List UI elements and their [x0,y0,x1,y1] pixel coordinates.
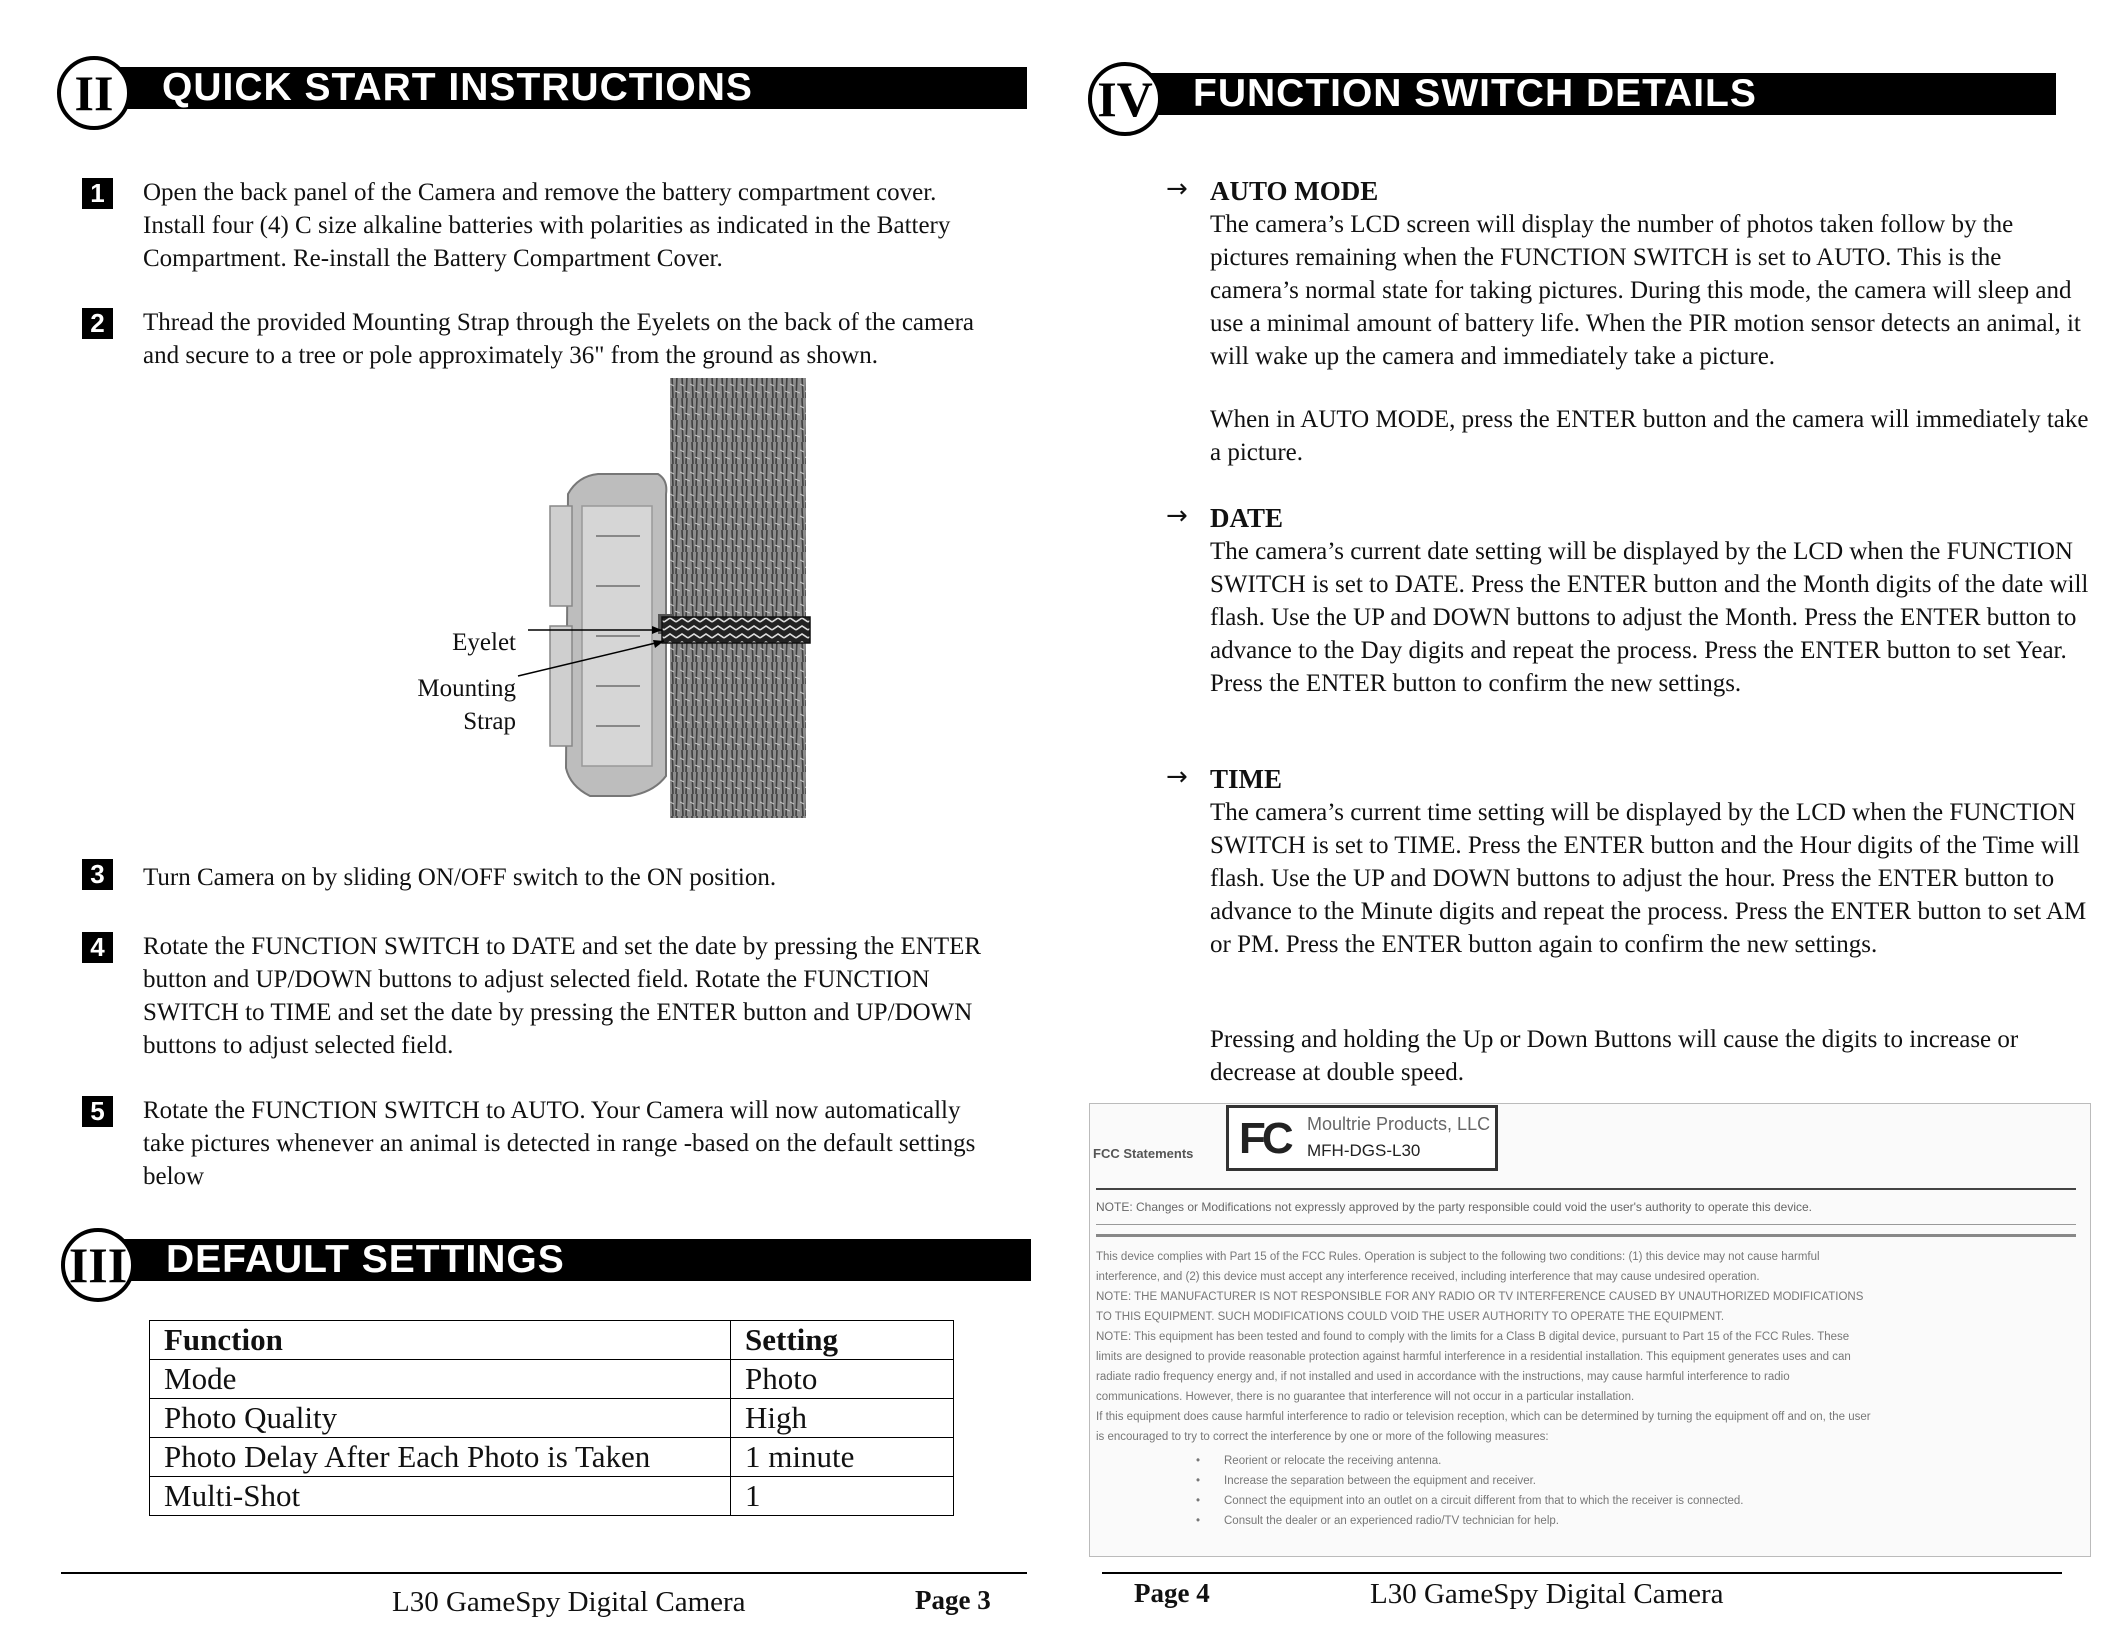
fcc-line: is encouraged to try to correct the interference by one or more of the following measures: [1096,1431,1549,1443]
footer-title: L30 GameSpy Digital Camera [1370,1578,1724,1610]
arrow-right-icon: → [1166,174,1188,204]
fcc-line: radiate radio frequency energy and, if not installed and used in accordance with the instructions, may cause harmful interference to radio [1096,1371,1790,1383]
fcc-line: This device complies with Part 15 of the FCC Rules. Operation is subject to the following two conditions: (1) this device may not cause harmful [1096,1251,1820,1263]
fcc-model: MFH-DGS-L30 [1307,1141,1421,1160]
step-number: 3 [82,859,113,890]
step-text: Turn Camera on by sliding ON/OFF switch to the ON position. [143,864,777,891]
tree-camera-drawing [400,376,820,821]
table-cell: Photo Quality [150,1399,731,1438]
fcc-logo-box [1226,1105,1498,1171]
mounting-label: Mounting [417,675,516,702]
section-numeral: III [61,1228,135,1302]
function-heading: AUTO MODE [1210,176,1379,206]
fcc-line: limits are designed to provide reasonable protection against harmful interference in a residential installation. This equipment generates uses and can [1096,1351,1851,1363]
function-note: When in AUTO MODE, press the ENTER button and the camera will immediately take a picture. [1210,406,2089,466]
step-text: Open the back panel of the Camera and remove the battery compartment cover. Install four (4) C size alkaline batteries with polarities as indicated in the Battery Compartment. Re-install the Battery Compartment Cover. [143,179,951,272]
fcc-logo: FC [1239,1114,1290,1163]
strap-label: Strap [463,708,516,735]
section-header-quick-start [57,56,1027,121]
function-description: The camera’s current time setting will be displayed by the LCD when the FUNCTION SWITCH is set to TIME. Press the ENTER button and the Hour digits of the Time will flash. Use the UP and DOWN buttons to adjust the hour. Press the ENTER button to advance to the Minute digits and repeat the process. Press the ENTER button to set AM or PM. Press the ENTER button again to confirm the new settings. [1210,799,2087,958]
fcc-bullet-list [1196,1451,2076,1531]
column-header: Setting [731,1321,954,1360]
table-cell: Mode [150,1360,731,1399]
section-title: FUNCTION SWITCH DETAILS [1128,73,2056,115]
section-title: QUICK START INSTRUCTIONS [97,67,1027,109]
table-row [150,1399,954,1438]
footer-rule [1102,1572,2062,1574]
table-cell: 1 minute [731,1438,954,1477]
table-cell: 1 [731,1477,954,1516]
tree-trunk [670,378,806,818]
page-number: Page 3 [915,1585,991,1615]
section-numeral: IV [1088,62,1162,136]
fcc-bullet: • Reorient or relocate the receiving antenna. [1196,1451,2076,1471]
mounting-strap [662,617,810,643]
page-number: Page 4 [1134,1578,1210,1608]
column-header: Function [150,1321,731,1360]
table-header-row [150,1321,954,1360]
right-page [1056,0,2112,1632]
section-header-function-switch [1088,62,2056,127]
step-number: 2 [82,308,113,339]
section-title: DEFAULT SETTINGS [101,1239,1031,1281]
fcc-statement-box [1089,1103,2091,1557]
table-cell: Photo Delay After Each Photo is Taken [150,1438,731,1477]
fcc-body [1096,1234,2076,1557]
function-heading: TIME [1210,764,1283,794]
fcc-note: NOTE: Changes or Modifications not expressly approved by the party responsible could void the user's authority to operate this device. [1096,1188,2076,1225]
footer-rule [61,1572,1027,1574]
step-text: Thread the provided Mounting Strap through the Eyelets on the back of the camera and secure to a tree or pole approximately 36" from the ground as shown. [143,309,974,369]
fcc-bullet: • Consult the dealer or an experienced radio/TV technician for help. [1196,1511,2076,1531]
function-description: The camera’s current date setting will be displayed by the LCD when the FUNCTION SWITCH is set to DATE. Press the ENTER button and the Month digits of the date will flash. Use the UP and DOWN buttons to adjust the Month. Press the ENTER button to advance to the Day digits and repeat the process. Press the ENTER button to set Year. Press the ENTER button to confirm the new settings. [1210,538,2089,697]
fcc-company: Moultrie Products, LLC [1307,1114,1491,1134]
step-number: 4 [82,932,113,963]
fcc-line: NOTE: This equipment has been tested and found to comply with the limits for a Class B digital device, pursuant to Part 15 of the FCC Rules. These [1096,1331,1850,1343]
fcc-line: communications. However, there is no guarantee that interference will not occur in a particular installation. [1096,1391,1635,1403]
footer-title: L30 GameSpy Digital Camera [392,1586,746,1618]
fcc-line: NOTE: THE MANUFACTURER IS NOT RESPONSIBLE FOR ANY RADIO OR TV INTERFERENCE CAUSED BY UNAUTHORIZED MODIFICATIONS [1096,1291,1864,1303]
fcc-line: TO THIS EQUIPMENT. SUCH MODIFICATIONS COULD VOID THE USER AUTHORITY TO OPERATE THE EQUIPMENT. [1096,1311,1725,1323]
table-cell: Photo [731,1360,954,1399]
step-number: 5 [82,1096,113,1127]
fcc-bullet: • Connect the equipment into an outlet on a circuit different from that to which the receiver is connected. [1196,1491,2076,1511]
fcc-bullet: • Increase the separation between the equipment and receiver. [1196,1471,2076,1491]
table-cell: Multi-Shot [150,1477,731,1516]
table-row [150,1477,954,1516]
function-note: Pressing and holding the Up or Down Buttons will cause the digits to increase or decrease at double speed. [1210,1026,2019,1086]
fcc-line: If this equipment does cause harmful interference to radio or television reception, which can be determined by turning the equipment off and on, the user [1096,1411,1871,1423]
section-header-default-settings [61,1228,1031,1293]
table-cell: High [731,1399,954,1438]
eyelet-label: Eyelet [452,629,516,656]
function-heading: DATE [1210,503,1284,533]
fcc-line: interference, and (2) this device must accept any interference received, including interference that may cause undesired operation. [1096,1271,1760,1283]
section-numeral: II [57,56,131,130]
default-settings-table [149,1320,954,1516]
arrow-right-icon: → [1166,501,1188,531]
camera-mounting-illustration [400,376,820,821]
arrow-right-icon: → [1166,762,1188,792]
function-description: The camera’s LCD screen will display the number of photos taken follow by the pictures remaining when the FUNCTION SWITCH is set to AUTO. This is the camera’s normal state for taking pictures. During this mode, the camera will sleep and use a minimal amount of battery life. When the PIR motion sensor detects an animal, it will wake up the camera and immediately take a picture. [1210,211,2081,370]
step-text: Rotate the FUNCTION SWITCH to DATE and set the date by pressing the ENTER button and UP/DOWN buttons to adjust selected field. Rotate the FUNCTION SWITCH to TIME and set the date by pressing the ENTER button and UP/DOWN buttons to adjust selected field. [143,933,982,1059]
table-row [150,1438,954,1477]
step-number: 1 [82,178,113,209]
fcc-statements-label: FCC Statements [1093,1146,1194,1161]
step-text: Rotate the FUNCTION SWITCH to AUTO. Your Camera will now automatically take pictures whenever an animal is detected in range -based on the default settings below [143,1097,976,1190]
table-row [150,1360,954,1399]
